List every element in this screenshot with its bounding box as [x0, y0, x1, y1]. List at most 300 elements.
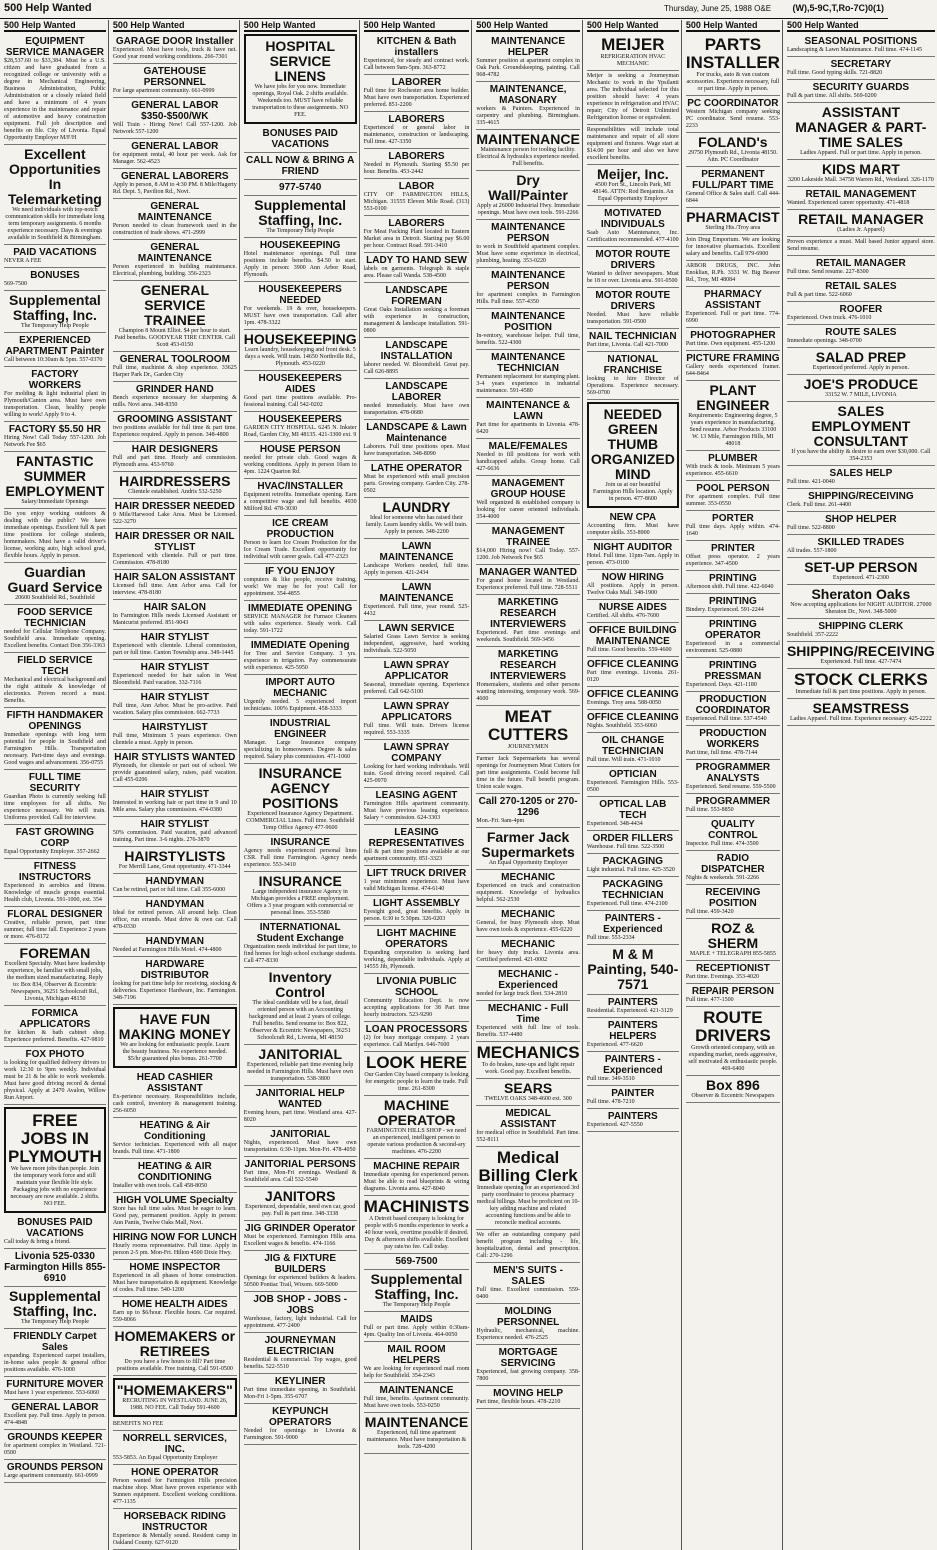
ad-heading: SEASONAL POSITIONS — [804, 36, 918, 47]
ad-body: Immediate openings with long term potential for people in Southfield and Farmington Hills. Transportation necessary. Part-time days and evenings. Good wages and advancement. 356-0755 — [4, 732, 106, 766]
ad-heading: LABORERS — [388, 151, 445, 162]
ad-body: needed for Cellular Telephone Company. Southfield area. Immediate opening. Excellent benefits. Contact Don 356-3363 — [4, 629, 106, 649]
ad-heading: LEASING REPRESENTATIVES — [368, 827, 465, 849]
ad-heading: PACKAGING TECHNICIAN — [601, 879, 664, 901]
ad-body: For apartment complex. Full time summer. 353-0550 — [685, 494, 780, 507]
ad-heading: FOOD SERVICE TECHNICIAN — [17, 607, 93, 629]
classified-ad — [4, 944, 106, 1006]
ad-heading: MAINTENANCE — [364, 1414, 469, 1430]
classified-ad — [244, 1045, 357, 1086]
classified-ad — [587, 247, 679, 288]
ad-body: The ideal candidate will be a fast, detail oriented person with an Accounting background and at least 2 years of college. Full benefits. Send resume to: Box 822, Observer & Eccentric Newspapers, 36251 Schoolcraft Rd., Livonia, MI 48150 — [249, 1000, 352, 1041]
ad-body: For Meat Packing Plant located in Eastern Market area in Detroit. Starting pay $6.00 per hour. Contract Road. 591-3410 — [363, 229, 470, 249]
classified-ad — [4, 1006, 106, 1047]
classified-ad — [244, 675, 357, 716]
ad-heading: RETAIL MANAGER — [816, 258, 906, 269]
ad-heading: OPTICAL LAB TECH — [599, 799, 667, 821]
ad-body: Summer position at apartment complex in Oak Park. Groundskeeping, painting. Call 968-4782 — [476, 58, 580, 78]
ad-body: Hydraulic, mechanical, machine. Experience needed. 476-2525 — [476, 1328, 580, 1341]
classified-column-8 — [785, 20, 937, 1550]
ad-heading: HOME HEALTH AIDES — [122, 1299, 228, 1310]
ad-body: Hourly rooms representative. Full time. Apply in person 2-5 pm. Mon-Fri. Hilton 4500 Dixie Hwy. — [112, 1243, 237, 1256]
ad-heading: FREE JOBS IN PLYMOUTH — [8, 1111, 102, 1166]
classified-ad — [4, 268, 106, 291]
date-line: Thursday, June 25, 1988 O&E — [664, 4, 772, 13]
classified-ad — [364, 283, 470, 338]
ad-heading: MAINTENANCE, MASONARY — [489, 84, 567, 106]
classified-ad — [4, 1047, 106, 1105]
ad-heading: IMMEDIATE Opening — [250, 640, 350, 651]
classified-ad — [244, 1157, 357, 1187]
classified-ad — [364, 1096, 470, 1159]
ad-body: Full time, Ann Arbor. Must be pro-active. Paid vacation. Salary plus commission. 662-7733 — [112, 703, 237, 716]
classified-ad — [244, 764, 357, 835]
ad-body: Experienced. 427-5550 — [586, 1122, 643, 1128]
classified-ad — [686, 760, 780, 794]
classified-ad — [787, 256, 935, 279]
ad-body: Experienced. Must have tools, truck & have net. Good year round working conditions. 266-7301 — [112, 47, 237, 60]
ad-heading: GENERAL MAINTENANCE — [137, 201, 212, 223]
ad-heading: RADIO DISPATCHER — [701, 853, 765, 875]
ad-heading: EXPERIENCED APARTMENT Painter — [5, 335, 105, 357]
classified-ad — [587, 995, 679, 1018]
classified-ad — [364, 461, 470, 498]
ad-body: Do you enjoy working outdoors & dealing with the public? We have immediate openings. Excellent full & part time positions for college students, homemakers. Must have a valid driver's license, working auto, high school grad, flexible hours. Apply in person. — [4, 511, 106, 559]
classified-ad — [244, 1221, 357, 1251]
ad-heading: MANAGEMENT GROUP HOUSE — [490, 478, 566, 500]
ad-heading: LAWN MAINTENANCE — [379, 582, 454, 604]
classified-ad — [686, 96, 780, 133]
classified-column-3 — [242, 20, 360, 1550]
ad-body: We have more jobs than people. Join the temporary work force and still maintain your flexible life style. Packaging jobs with no experience necessary are now available. 2 shifts. NO FEE. — [10, 1166, 100, 1207]
classified-ad — [686, 541, 780, 571]
ad-heading: JANITORIAL PERSONS — [244, 1159, 356, 1170]
ad-body: two positions available for full time & part time. Experience required. Apply in person. 348-4800 — [112, 425, 237, 438]
edition-code: (W),5-9C,T,Ro-7C)0(1) — [792, 3, 884, 13]
ad-body: for medical office in Southfield. Part time. 552-8111 — [476, 1130, 580, 1143]
ad-heading: PAINTER — [611, 1088, 655, 1099]
classified-ad — [4, 859, 106, 907]
ad-heading: LABOR — [398, 181, 435, 192]
classified-ad — [587, 206, 679, 247]
classified-ad — [476, 1386, 579, 1409]
ad-heading: PAINTERS — [607, 1111, 658, 1122]
ad-heading: SALES EMPLOYMENT CONSULTANT — [811, 403, 911, 449]
ad-heading: Meijer, Inc. — [597, 166, 669, 182]
ad-heading: PLANT ENGINEER — [696, 382, 770, 413]
classified-ad — [364, 896, 470, 926]
ad-heading: FIELD SERVICE TECH — [17, 655, 93, 677]
ad-body: to work in Southfield apartment complex. Must have some experience in electrical, plumbing, heating. 353-0220 — [476, 244, 580, 264]
ad-body: Good part time positions available. Pro-fessional training. Call 542-0202 — [243, 395, 357, 408]
ad-body: Offset press operator. 2 years experience. 347-4500 — [685, 554, 780, 567]
ad-heading: Call 270-1205 or 270-1296 — [478, 796, 578, 818]
classified-ad — [686, 692, 780, 726]
ad-body: Part time. Evenings. 353-4020 — [685, 974, 759, 980]
ad-body: Salary/Immediate Openings — [21, 499, 89, 505]
classified-ad — [686, 34, 780, 96]
ad-heading: HOSPITAL SERVICE LINENS — [265, 38, 336, 84]
ad-heading: MAINTENANCE PERSON — [491, 222, 566, 244]
classified-ad — [113, 34, 237, 64]
classified-ad — [364, 379, 470, 420]
ad-body: for apartment complex in Farmington Hills. Full time. 557-4350 — [476, 292, 580, 305]
classified-ad — [364, 621, 470, 658]
ad-body: For trucks, auto & van custom accessories. Experience necessary, full or part time. Apply in person. — [686, 72, 780, 92]
classified-ad — [787, 34, 935, 57]
ad-heading: HAIR STYLIST — [140, 789, 209, 800]
ad-heading: HAIR STYLIST — [140, 632, 209, 643]
ad-heading: LAWN MAINTENANCE — [379, 541, 454, 563]
classified-ad — [113, 169, 237, 199]
ad-body: computers & like people, receive training, work! We may be for you! Call for appointment. 354-4855 — [243, 577, 357, 597]
ad-body: 20600 Southfield Rd., Southfield — [15, 595, 95, 601]
ad-body: NEVER A FEE — [4, 258, 42, 264]
classified-ad — [587, 687, 679, 710]
ad-heading: LANDSCAPE INSTALLATION — [380, 340, 453, 362]
ad-body: Landscape Workers needed, full time. Apply in person. 421-2434 — [363, 563, 470, 576]
classified-ad — [113, 1327, 237, 1376]
ad-heading: ASSISTANT MANAGER & PART-TIME SALES — [795, 104, 927, 150]
ad-heading: HOUSEKEEPERS — [258, 414, 342, 425]
ad-heading: MEN'S SUITS - SALES — [493, 1265, 563, 1287]
ad-body: If you have the ability & desire to earn over $30,000. Call 354-2353 — [791, 449, 931, 462]
ad-body: Saab Auto Maintenance, Inc. Certification recommended. 477-4100 — [586, 230, 679, 243]
classified-ad — [787, 325, 935, 348]
ad-body: Part time, Livonia. Call 421-7000 — [586, 342, 668, 348]
ad-heading: INTERNATIONAL Student Exchange — [256, 922, 344, 944]
ad-heading: MECHANIC — [501, 909, 556, 920]
classified-ad — [476, 439, 579, 476]
classified-ad — [587, 352, 679, 400]
classified-ad — [587, 34, 679, 71]
ad-body: Hiring Now! Call Today 557-1200. Job Network Fee $65 — [4, 435, 106, 448]
ad-body: laborer needed. W. Bloomfield. Great pay. Call 626-8895 — [363, 362, 470, 375]
classified-column-6 — [585, 20, 682, 1550]
ad-heading: HAIR DESIGNERS — [131, 444, 218, 455]
ad-body: Excellent Specialty. Must have leadership experience, be familiar with small jobs, the medium sized manufacturing. Reply to: Box 834, Observer & Eccentric Newspapers, 36251 Schoolcraft Rd., Livonia, Michigan 48150 — [4, 961, 106, 1002]
classified-ad — [364, 1159, 470, 1196]
ad-heading: JIG & FIXTURE BUILDERS — [264, 1253, 337, 1275]
ad-body: Part time, Mon-Fri evenings. Westland & Southfield area. Call 532-5540 — [243, 1170, 357, 1183]
ad-heading: HAIRSTYLISTS — [124, 848, 226, 864]
ad-heading: LAWN SPRAY APPLICATOR — [383, 660, 450, 682]
column-header: 500 Help Wanted — [787, 20, 935, 32]
ad-heading: OFFICE CLEANING — [586, 659, 679, 670]
ad-heading: ROUTE DRIVERS — [695, 1008, 771, 1045]
ad-heading: HAIR DRESSER OR NAIL STYLIST — [115, 531, 235, 553]
classified-ad — [476, 220, 579, 268]
ad-body: Full time days. Apply within. 474-1640 — [685, 524, 780, 537]
ad-body: Experienced. Full or part time. 774-6990 — [685, 311, 780, 324]
classified-ad — [113, 472, 237, 499]
ad-body: Guardian Photo is currently seeking full time employees for all shifts. No experience necessary. We will train. Uniforms provided. Call for interview. — [4, 794, 106, 821]
ad-heading: MOTIVATED INDIVIDUALS — [600, 208, 665, 230]
ad-body: Person experienced in building maintenance. Electrical, plumbing, building. 356-2323 — [112, 264, 237, 277]
classified-ad — [476, 1147, 579, 1230]
classified-ad — [244, 412, 357, 442]
ad-body: TWELVE OAKS 348-4600 ext. 300 — [484, 1096, 572, 1102]
ad-heading: JIG GRINDER Operator — [245, 1223, 356, 1234]
classified-ad — [686, 961, 780, 984]
ad-body: Urgently needed. 5 experienced import technicians. 100% Equipment. 458-3333 — [243, 699, 357, 712]
ad-heading: MOTOR ROUTE DRIVERS — [595, 249, 671, 271]
classified-ad — [587, 288, 679, 329]
ad-heading: LABORERS — [388, 218, 445, 229]
ad-body: Experienced, full time apartment maintenance. Must have transportation & tools. 728-4200 — [366, 1430, 467, 1450]
ad-body: looking to hire Director of Operations. Experience necessary. 569-0700 — [586, 376, 679, 396]
ad-heading: Dry Wall/Painter — [488, 172, 568, 203]
ad-body: Experienced. Full time. 427-7474 — [820, 659, 902, 665]
classified-ad — [244, 835, 357, 872]
classified-ad — [587, 767, 679, 797]
ad-heading: LANDSCAPE LABORER — [385, 381, 448, 403]
classified-ad — [113, 630, 237, 660]
ad-body: Ex-perience necessary. Responsibilities include, cash control, inventory & management training. 256-6050 — [112, 1094, 237, 1114]
ad-heading: SEARS — [503, 1080, 553, 1096]
ad-body: Ladies Apparel. Full or part time. Apply in person. — [800, 150, 922, 156]
classified-ad — [787, 535, 935, 558]
classified-ad — [686, 726, 780, 760]
ad-body: The Temporary Help People — [382, 1302, 451, 1308]
ad-heading: SEAMSTRESS — [812, 700, 910, 716]
classified-ad — [113, 442, 237, 472]
ad-heading: GROUNDS PERSON — [6, 1462, 103, 1473]
ad-heading: NORRELL SERVICES, INC. — [122, 1433, 227, 1455]
classified-ad — [364, 699, 470, 740]
ad-heading: OIL CHANGE TECHNICIAN — [601, 735, 665, 757]
ad-body: We are looking for experienced mail room help for Southfield. 354-2343 — [363, 1366, 470, 1379]
ad-body: Nights, experienced. Must have own transportation. 6:30-11pm. Mon-Fri. 478-4050 — [243, 1140, 357, 1153]
ad-heading: HORSEBACK RIDING INSTRUCTOR — [123, 1511, 226, 1533]
ad-heading: GATEHOUSE PERSONNEL — [143, 66, 207, 88]
ad-body: Immediate openings. 348-0700 — [786, 338, 862, 344]
ad-body: ARBOR DRUGS, INC. John Enoklian, R.Ph. 3331 W. Big Beaver Rd., Troy, MI 48084 — [685, 263, 780, 283]
classified-ad — [113, 957, 237, 1005]
column-header: 500 Help Wanted — [364, 20, 470, 32]
classified-ad — [244, 371, 357, 412]
ad-body: Experienced or general labor in maintenance, construction or landscaping. Full time. 427-3350 — [363, 125, 470, 145]
classified-ad — [587, 329, 679, 352]
ad-heading: GROUNDS KEEPER — [7, 1432, 103, 1443]
classified-ad — [113, 1007, 237, 1068]
classified-ad — [364, 112, 470, 149]
ad-heading: PRODUCTION COORDINATOR — [695, 694, 771, 716]
ad-body: Openings for experienced builders & leaders. 50500 Pontiac Trail, Wixom. 669-5000 — [243, 1275, 357, 1288]
classified-ad — [686, 208, 780, 235]
ad-heading: HAIR STYLIST — [140, 819, 209, 830]
ad-body: Person wanted for Farmington Hills precision machine shop. Must have proven experience with Sunnen equipment. Excellent working conditions. 477-1135 — [112, 1478, 237, 1505]
ad-body: Join Drug Emporium. We are looking for innovative pharmacists. Excellent salary and benefits. Call 979-6900 — [685, 237, 780, 257]
ad-heading: LANDSCAPE FOREMAN — [385, 285, 448, 307]
ad-body: We are looking for enthusiastic people. Learn the beauty business. No experience needed. $5/hr guaranteed plus bonus. 261-7700 — [120, 1042, 230, 1062]
classified-ad — [476, 907, 579, 937]
ad-heading: LIVONIA PUBLIC SCHOOL — [376, 976, 457, 998]
ad-heading: PAINTERS - Experienced — [603, 1054, 663, 1076]
classified-ad — [364, 1413, 470, 1454]
ad-heading: PRINTING — [709, 573, 757, 584]
ad-body: We offer an outstanding company paid benefit program including - life, hospitalization, dental and prescription. Call: 270-1296 — [476, 1232, 580, 1259]
ad-heading: MECHANIC — [501, 872, 556, 883]
classified-ad — [787, 489, 935, 512]
ad-body: The Temporary Help People — [20, 1319, 89, 1325]
ad-body: 33152 W. 7 MILE, LIVONIA — [825, 392, 897, 398]
ad-body: expanding. Experienced carpet installers, in-home sales people & general office positions available. 476-1000 — [4, 1353, 106, 1373]
classified-column-4 — [362, 20, 473, 1550]
ad-body: Licensed full time. Ann Arbor area. Call for interview. 478-8180 — [112, 583, 237, 596]
classified-ad — [476, 1304, 579, 1345]
classified-ad — [587, 125, 679, 165]
ad-heading: HOUSE PERSON — [259, 444, 341, 455]
classified-ad — [787, 669, 935, 699]
ad-body: looking for part time help for receiving, stocking & deliveries. Experience Hardware, Inc. Farmington. 348-7196 — [112, 981, 237, 1001]
classified-ad — [787, 210, 935, 237]
ad-body: The Temporary Help People — [20, 323, 89, 329]
classified-ad — [364, 216, 470, 253]
ad-heading: SECRETARY — [830, 59, 892, 70]
ad-body: Immediate full & part time positions. Apply in person. — [795, 689, 927, 695]
ad-body: needed immediately. Must have own transportation. 478-0680 — [363, 403, 470, 416]
ad-heading: SKILLED TRADES — [817, 537, 905, 548]
ad-body: Full time. Excellent commission. 559-0400 — [476, 1287, 580, 1300]
ad-body: JOURNEYMEN — [507, 744, 549, 750]
classified-ad — [587, 540, 679, 570]
classified-ad — [4, 770, 106, 825]
classified-ad — [686, 885, 780, 919]
classified-ad — [364, 1383, 470, 1413]
ad-heading: MECHANIC - Experienced — [498, 969, 559, 991]
ad-body: FARMINGTON HILLS SHOP - we need an experienced, intelligent person to operate various production & second-ary machines. 476-2200 — [366, 1128, 467, 1155]
classified-ad — [364, 1270, 470, 1312]
ad-body: Experienced with clientele. Liberal commission, part or full time. Canton Township area. 349-1445 — [112, 643, 237, 656]
ad-heading: HOME INSPECTOR — [129, 1262, 221, 1273]
classified-ad — [364, 1312, 470, 1342]
ad-body: Inspector. Full time. 474-3500 — [685, 841, 759, 847]
classified-ad — [787, 585, 935, 619]
ad-heading: PRINTING PRESSMAN — [704, 660, 762, 682]
ad-body: 3200 Lakeside Mall. 34758 Warren Rd., Westland. 326-1170 — [787, 177, 934, 183]
classified-ad — [364, 338, 470, 379]
ad-heading: PROGRAMMER — [695, 796, 771, 807]
classified-ad — [476, 1345, 579, 1386]
classified-ad — [787, 302, 935, 325]
ad-body: Full time, machinist & shop experience. 33625 Harper Park Dr., Garden City — [112, 365, 237, 378]
classified-ad — [364, 926, 470, 974]
ad-body: Hotel maintenance openings. Full time positions include benefits. $4.50 to start. Apply in person: 3900 Ann Arbor Road, Plymouth. — [243, 251, 357, 278]
classified-ad — [244, 1086, 357, 1127]
ad-heading: SHOP HELPER — [825, 514, 897, 525]
classified-ad — [787, 642, 935, 669]
classified-ad — [244, 479, 357, 516]
classified-ad — [476, 828, 579, 870]
ad-heading: HIGH VOLUME Specialty — [116, 1195, 234, 1206]
ad-body: Wanted. Experienced career opportunity. 471-4818 — [786, 200, 910, 206]
ad-heading: ROUTE SALES — [825, 327, 897, 338]
ad-heading: JANITORIAL HELP WANTED — [255, 1088, 345, 1110]
ad-heading: Supplemental Staffing, Inc. — [9, 1288, 101, 1319]
classified-ad — [476, 268, 579, 309]
ad-heading: PAINTERS — [607, 997, 658, 1008]
classified-ad — [686, 617, 780, 658]
classified-ad — [686, 328, 780, 351]
ad-heading: HEATING & AIR CONDITIONING — [137, 1161, 212, 1183]
ad-body: Great Oaks Installation seeking a foreman with experience in construction, management & landscape installation. 591-0800 — [363, 307, 470, 334]
classified-ad — [244, 1187, 357, 1221]
classified-ad — [364, 974, 470, 1022]
ad-body: MAPLE + TELEGRAPH 855-5855 — [689, 951, 776, 957]
ad-heading: ROOFER — [839, 304, 883, 315]
ad-body: Proven experience a must. Mall based Junior apparel store. Send resume. — [786, 239, 935, 252]
ad-heading: HANDYMAN — [145, 936, 204, 947]
classified-ad — [476, 794, 579, 828]
classified-ad — [686, 511, 780, 541]
ad-body: Requirements: Engineering degree, 5 years experience in manufacturing. Send resume. Arbor Products 33100 W. 13 Mile, Farmington Hills, MI 48018 — [688, 413, 778, 447]
ad-heading: MALE/FEMALES — [488, 441, 568, 452]
ad-heading: PAINTERS - Experienced — [603, 913, 663, 935]
ad-body: Full time. 522-8800 — [786, 525, 835, 531]
ad-body: $28,537.60 to $33,384. Must be a U.S. citizen and have graduated from a recognized college or university with a degree in Mechanical Engineering, Business Administration, Public Administration or a closely related field and have a minimum of 4 years experience in the maintenance and repair of automotive and heavy construction equipment. Full job description and benefits on file. City of Livonia. Equal Opportunity Employer M/F/H — [4, 58, 106, 141]
classified-ad — [364, 149, 470, 179]
ad-heading: NIGHT AUDITOR — [593, 542, 673, 553]
ad-body: Accounting firm. Must have computer skills. 353-8900 — [586, 523, 679, 536]
ad-heading: PRODUCTION WORKERS — [699, 728, 767, 750]
ad-heading: MACHINISTS — [363, 1197, 470, 1216]
classified-ad — [113, 382, 237, 412]
classified-ad — [4, 1329, 106, 1377]
classified-ad — [587, 600, 679, 623]
classified-ad — [244, 126, 357, 153]
ad-heading: MECHANIC — [501, 939, 556, 950]
ad-heading: FANTASTIC SUMMER EMPLOYMENT — [5, 453, 105, 499]
ad-body: Creative, reliable person, part time summer, full time fall. Experience 2 years or more. 476-8172 — [4, 920, 106, 940]
classified-ad — [476, 171, 579, 220]
classified-ad — [113, 1378, 237, 1417]
classified-ad — [244, 1127, 357, 1157]
ad-heading: RECEIVING POSITION — [705, 887, 761, 909]
ad-heading: INSURANCE AGENCY POSITIONS — [258, 765, 342, 811]
ad-heading: NEEDED GREEN THUMB ORGANIZED MIND — [590, 406, 675, 482]
classified-ad — [587, 165, 679, 206]
classified-ad — [476, 647, 579, 706]
ad-body: for equipment rental, 40 hour per week. Ask for Manager. 562-4523 — [112, 152, 237, 165]
ad-body: 553-5853. An Equal Opportunity Employer — [112, 1455, 218, 1461]
ad-heading: JANITORIAL — [258, 1046, 343, 1062]
ad-heading: PORTER — [712, 513, 754, 524]
ad-body: Apply in person, 8 AM to 4:30 PM. 8 Mile/Hagerty Rd. Dept. 5, Pavilion Rd., Novi. — [112, 182, 237, 195]
classified-ad — [587, 710, 679, 733]
ad-heading: LOOK HERE — [365, 1053, 468, 1072]
ad-body: Equipment retrofits. Immediate opening. Earn a competitive wage and full benefits. 4930 Milford Rd. 478-3030 — [243, 492, 357, 512]
ad-heading: PRINTER — [710, 543, 755, 554]
ad-body: Can be retired, part or full time. Call 355-6000 — [112, 887, 226, 893]
ad-heading: ORDER FILLERS — [592, 833, 674, 844]
classified-ad — [244, 920, 357, 968]
ad-heading: LAWN SPRAY COMPANY — [383, 742, 450, 764]
ad-body: BENEFITS NO FEE — [112, 1421, 164, 1427]
ad-heading: MEIJER — [601, 35, 665, 54]
ad-heading: SHIPPING CLERK — [818, 621, 904, 632]
classified-ad — [364, 1196, 470, 1254]
classified-ad — [686, 167, 780, 208]
ad-heading: GENERAL LABOR $350-$500/WK — [131, 100, 219, 122]
classified-ad — [244, 153, 357, 180]
classified-ad — [113, 750, 237, 787]
classified-ad — [113, 817, 237, 847]
classified-ad — [4, 825, 106, 859]
ad-heading: LABORER — [391, 77, 442, 88]
ad-heading: OFFICE CLEANING — [586, 712, 679, 723]
ad-body: Apply at 26000 Industrial Hwy. Immediate openings. Must have own tools. 591-2266 — [476, 203, 580, 216]
